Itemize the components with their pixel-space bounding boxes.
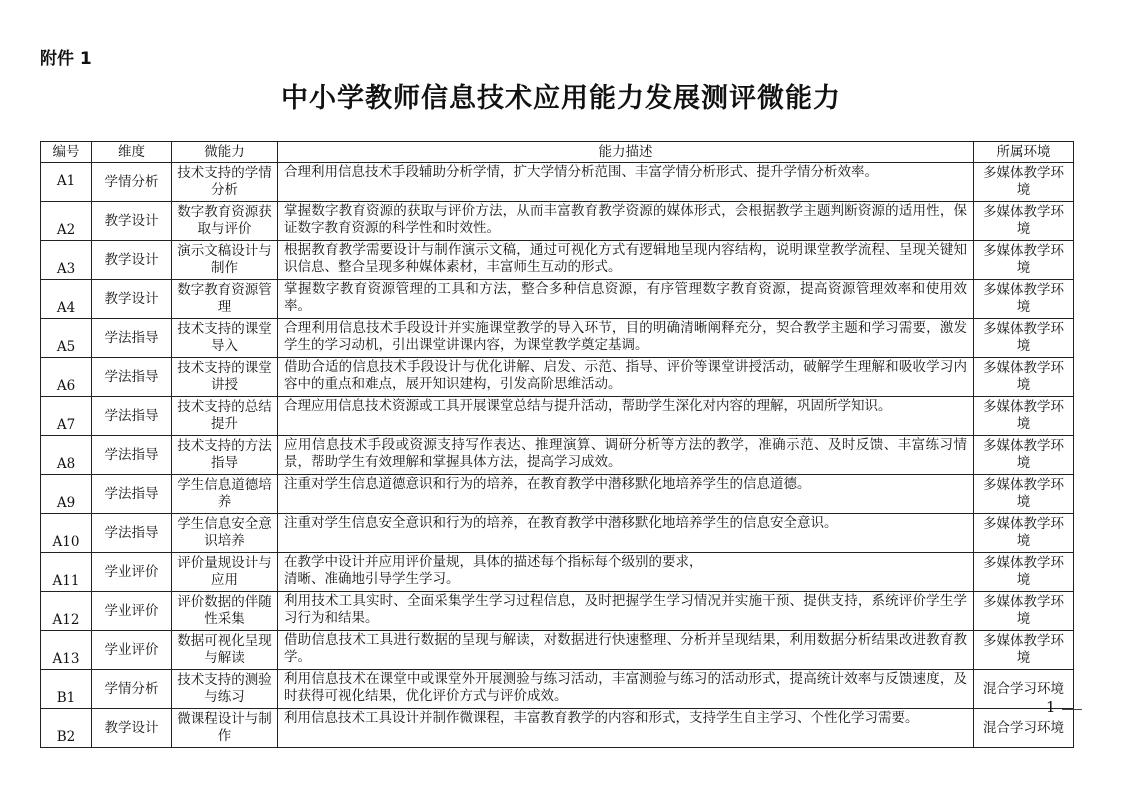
col-header-description: 能力描述 xyxy=(278,142,974,163)
cell-description: 注重对学生信息道德意识和行为的培养，在教育教学中潜移默化地培养学生的信息道德。 xyxy=(278,475,974,514)
col-header-id: 编号 xyxy=(41,142,92,163)
cell-id: A8 xyxy=(41,436,92,475)
cell-id: A4 xyxy=(41,280,92,319)
cell-environment: 多媒体教学环境 xyxy=(974,631,1074,670)
cell-environment: 混合学习环境 xyxy=(974,670,1074,709)
table-row xyxy=(41,436,1074,475)
cell-ability: 技术支持的课堂讲授 xyxy=(172,358,278,397)
cell-description: 掌握数字教育资源的获取与评价方法，从而丰富教育教学资源的媒体形式，会根据教学主题判断资源的适用性，保证数字教育资源的科学性和时效性。 xyxy=(278,202,974,241)
cell-dimension: 学法指导 xyxy=(92,319,172,358)
cell-ability: 微课程设计与制作 xyxy=(172,709,278,748)
cell-description: 利用信息技术工具设计并制作微课程，丰富教育教学的内容和形式，支持学生自主学习、个性化学习需要。 xyxy=(278,709,974,748)
cell-description: 注重对学生信息安全意识和行为的培养，在教育教学中潜移默化地培养学生的信息安全意识。 xyxy=(278,514,974,553)
cell-environment: 多媒体教学环境 xyxy=(974,202,1074,241)
cell-environment: 多媒体教学环境 xyxy=(974,397,1074,436)
cell-dimension: 学法指导 xyxy=(92,475,172,514)
cell-dimension: 学法指导 xyxy=(92,436,172,475)
page-title: 中小学教师信息技术应用能力发展测评微能力 xyxy=(281,83,841,114)
cell-dimension: 学情分析 xyxy=(92,670,172,709)
cell-description: 利用信息技术在课堂中或课堂外开展测验与练习活动，丰富测验与练习的活动形式，提高统计效率与反馈速度，及时获得可视化结果，优化评价方式与评价成效。 xyxy=(278,670,974,709)
cell-ability: 数字教育资源管理 xyxy=(172,280,278,319)
table-row xyxy=(41,163,1074,202)
table-row xyxy=(41,670,1074,709)
table-row xyxy=(41,358,1074,397)
table-row xyxy=(41,319,1074,358)
cell-id: A7 xyxy=(41,397,92,436)
cell-id: A11 xyxy=(41,553,92,592)
cell-environment: 多媒体教学环境 xyxy=(974,358,1074,397)
cell-description: 应用信息技术手段或资源支持写作表达、推理演算、调研分析等方法的教学，准确示范、及时反馈、丰富练习情景，帮助学生有效理解和掌握具体方法，提高学习成效。 xyxy=(278,436,974,475)
table-row xyxy=(41,553,1074,592)
cell-ability: 技术支持的方法指导 xyxy=(172,436,278,475)
col-header-dimension: 维度 xyxy=(92,142,172,163)
page-number: 1 xyxy=(1046,698,1056,716)
cell-environment: 多媒体教学环境 xyxy=(974,319,1074,358)
cell-id: A2 xyxy=(41,202,92,241)
cell-id: A5 xyxy=(41,319,92,358)
table-row xyxy=(41,592,1074,631)
cell-dimension: 学业评价 xyxy=(92,631,172,670)
cell-environment: 多媒体教学环境 xyxy=(974,163,1074,202)
cell-ability: 评价量规设计与应用 xyxy=(172,553,278,592)
cell-environment: 多媒体教学环境 xyxy=(974,514,1074,553)
cell-ability: 技术支持的测验与练习 xyxy=(172,670,278,709)
cell-id: A6 xyxy=(41,358,92,397)
cell-environment: 多媒体教学环境 xyxy=(974,280,1074,319)
cell-description: 利用技术工具实时、全面采集学生学习过程信息，及时把握学生学习情况并实施干预、提供支持，系统评价学生学习行为和结果。 xyxy=(278,592,974,631)
cell-description: 掌握数字教育资源管理的工具和方法，整合多种信息资源，有序管理数字教育资源，提高资源管理效率和使用效率。 xyxy=(278,280,974,319)
cell-description: 合理应用信息技术资源或工具开展课堂总结与提升活动，帮助学生深化对内容的理解，巩固所学知识。 xyxy=(278,397,974,436)
cell-description: 在教学中设计并应用评价量规，具体的描述每个指标每个级别的要求， 清晰、准确地引导学生学习。 xyxy=(278,553,974,592)
table-row xyxy=(41,709,1074,748)
table-row xyxy=(41,475,1074,514)
cell-environment: 多媒体教学环境 xyxy=(974,592,1074,631)
cell-id: A3 xyxy=(41,241,92,280)
cell-environment: 多媒体教学环境 xyxy=(974,436,1074,475)
cell-dimension: 教学设计 xyxy=(92,709,172,748)
page-number-dash xyxy=(1062,709,1082,710)
cell-dimension: 教学设计 xyxy=(92,202,172,241)
table-row xyxy=(41,241,1074,280)
cell-ability: 技术支持的总结提升 xyxy=(172,397,278,436)
cell-environment: 多媒体教学环境 xyxy=(974,475,1074,514)
cell-ability: 学生信息安全意识培养 xyxy=(172,514,278,553)
attachment-label: 附件 1 xyxy=(40,49,92,69)
cell-dimension: 学业评价 xyxy=(92,592,172,631)
cell-id: A1 xyxy=(41,163,92,202)
cell-id: A9 xyxy=(41,475,92,514)
micro-ability-table xyxy=(40,141,1074,748)
cell-description: 借助合适的信息技术手段设计与优化讲解、启发、示范、指导、评价等课堂讲授活动，破解学生理解和吸收学习内容中的重点和难点，展开知识建构，引发高阶思维活动。 xyxy=(278,358,974,397)
table-row xyxy=(41,514,1074,553)
table-row xyxy=(41,280,1074,319)
cell-ability: 技术支持的课堂导入 xyxy=(172,319,278,358)
cell-ability: 数据可视化呈现与解读 xyxy=(172,631,278,670)
cell-id: B1 xyxy=(41,670,92,709)
cell-description: 借助信息技术工具进行数据的呈现与解读，对数据进行快速整理、分析并呈现结果，利用数据分析结果改进教育教学。 xyxy=(278,631,974,670)
cell-dimension: 教学设计 xyxy=(92,241,172,280)
cell-dimension: 学业评价 xyxy=(92,553,172,592)
cell-environment: 多媒体教学环境 xyxy=(974,241,1074,280)
table-header-row xyxy=(41,142,1074,163)
cell-dimension: 学情分析 xyxy=(92,163,172,202)
cell-id: A12 xyxy=(41,592,92,631)
cell-description: 合理利用信息技术手段设计并实施课堂教学的导入环节，目的明确清晰阐释充分，契合教学主题和学习需要，激发学生的学习动机，引出课堂讲课内容，为课堂教学奠定基调。 xyxy=(278,319,974,358)
table-row xyxy=(41,397,1074,436)
cell-ability: 评价数据的伴随性采集 xyxy=(172,592,278,631)
col-header-ability: 微能力 xyxy=(172,142,278,163)
table-row xyxy=(41,631,1074,670)
cell-environment: 混合学习环境 xyxy=(974,709,1074,748)
cell-dimension: 学法指导 xyxy=(92,514,172,553)
cell-ability: 学生信息道德培养 xyxy=(172,475,278,514)
cell-ability: 技术支持的学情分析 xyxy=(172,163,278,202)
cell-description: 合理利用信息技术手段辅助分析学情，扩大学情分析范围、丰富学情分析形式、提升学情分析效率。 xyxy=(278,163,974,202)
cell-ability: 数字教育资源获取与评价 xyxy=(172,202,278,241)
cell-dimension: 教学设计 xyxy=(92,280,172,319)
cell-dimension: 学法指导 xyxy=(92,397,172,436)
cell-id: A13 xyxy=(41,631,92,670)
table-row xyxy=(41,202,1074,241)
col-header-environment: 所属环境 xyxy=(974,142,1074,163)
cell-id: A10 xyxy=(41,514,92,553)
cell-environment: 多媒体教学环境 xyxy=(974,553,1074,592)
cell-ability: 演示文稿设计与制作 xyxy=(172,241,278,280)
cell-description: 根据教育教学需要设计与制作演示文稿，通过可视化方式有逻辑地呈现内容结构，说明课堂教学流程、呈现关键知识信息、整合呈现多种媒体素材，丰富师生互动的形式。 xyxy=(278,241,974,280)
cell-dimension: 学法指导 xyxy=(92,358,172,397)
cell-id: B2 xyxy=(41,709,92,748)
